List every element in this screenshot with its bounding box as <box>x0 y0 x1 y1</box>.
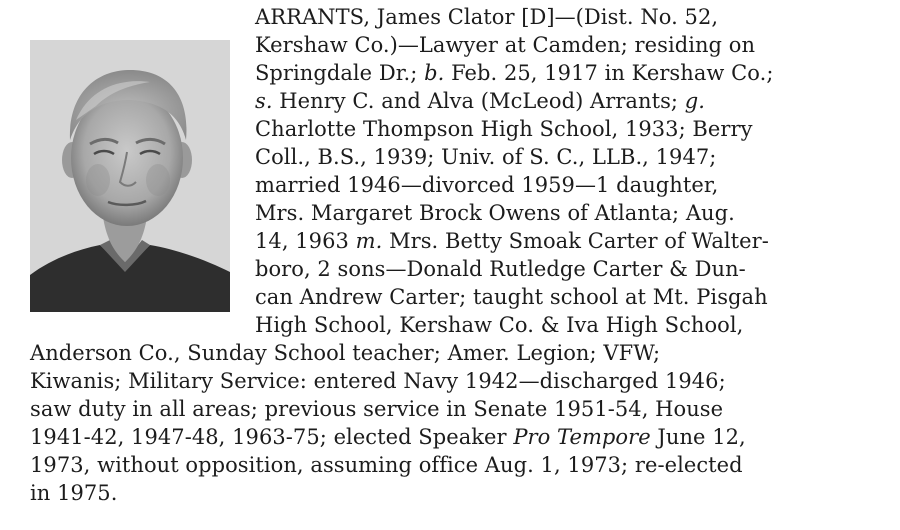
bio-text: Kershaw Co.)—Lawyer at Camden; residing on <box>255 33 756 57</box>
bio-line-12 <box>255 312 743 338</box>
bio-line-11 <box>255 284 768 310</box>
bio-italic-text: Pro Tempore <box>513 425 651 449</box>
bio-text: Anderson Co., Sunday School teacher; Amer. Legion; VFW; <box>30 341 661 365</box>
bio-italic-text: m. <box>355 229 383 253</box>
bio-line-3 <box>255 60 773 86</box>
bio-italic-text: s. <box>255 89 273 113</box>
bio-text: Kiwanis; Military Service: entered Navy 1942—discharged 1946; <box>30 369 726 393</box>
bio-line-1 <box>255 4 718 30</box>
bio-line-10 <box>255 256 746 282</box>
bio-text: saw duty in all areas; previous service in Senate 1951-54, House <box>30 397 724 421</box>
bio-line-9 <box>255 228 769 254</box>
bio-line-7 <box>255 172 718 198</box>
bio-text: 1973, without opposition, assuming office Aug. 1, 1973; re-elected <box>30 453 743 477</box>
portrait-image <box>30 40 230 312</box>
bio-line-18 <box>30 480 117 506</box>
bio-text: 14, 1963 <box>255 229 356 253</box>
bio-line-5 <box>255 116 753 142</box>
bio-text: Mrs. Betty Smoak Carter of Walter- <box>382 229 769 253</box>
bio-text: June 12, <box>650 425 746 449</box>
bio-line-4 <box>255 88 705 114</box>
bio-text: in 1975. <box>30 481 118 505</box>
bio-line-16 <box>30 424 746 450</box>
bio-text: ARRANTS, James Clator [D]—(Dist. No. 52, <box>255 5 719 29</box>
bio-line-15 <box>30 396 723 422</box>
bio-line-8 <box>255 200 735 226</box>
bio-text: 1941-42, 1947-48, 1963-75; elected Speaker <box>30 425 514 449</box>
bio-italic-text: b. <box>424 61 445 85</box>
bio-line-6 <box>255 144 716 170</box>
bio-text: Springdale Dr.; <box>255 61 425 85</box>
bio-text: Coll., B.S., 1939; Univ. of S. C., LLB., 1947; <box>255 145 717 169</box>
portrait-photo <box>30 40 230 312</box>
bio-line-17 <box>30 452 743 478</box>
bio-italic-text: g. <box>684 89 705 113</box>
bio-text: High School, Kershaw Co. & Iva High School, <box>255 313 744 337</box>
bio-text: can Andrew Carter; taught school at Mt. Pisgah <box>255 285 768 309</box>
bio-line-14 <box>30 368 726 394</box>
bio-text: Feb. 25, 1917 in Kershaw Co.; <box>444 61 774 85</box>
bio-text: Henry C. and Alva (McLeod) Arrants; <box>272 89 685 113</box>
bio-text: Mrs. Margaret Brock Owens of Atlanta; Aug. <box>255 201 735 225</box>
bio-text: married 1946—divorced 1959—1 daughter, <box>255 173 719 197</box>
bio-line-2 <box>255 32 755 58</box>
bio-line-13 <box>30 340 660 366</box>
bio-text: boro, 2 sons—Donald Rutledge Carter & Dun- <box>255 257 746 281</box>
bio-text: Charlotte Thompson High School, 1933; Berry <box>255 117 753 141</box>
